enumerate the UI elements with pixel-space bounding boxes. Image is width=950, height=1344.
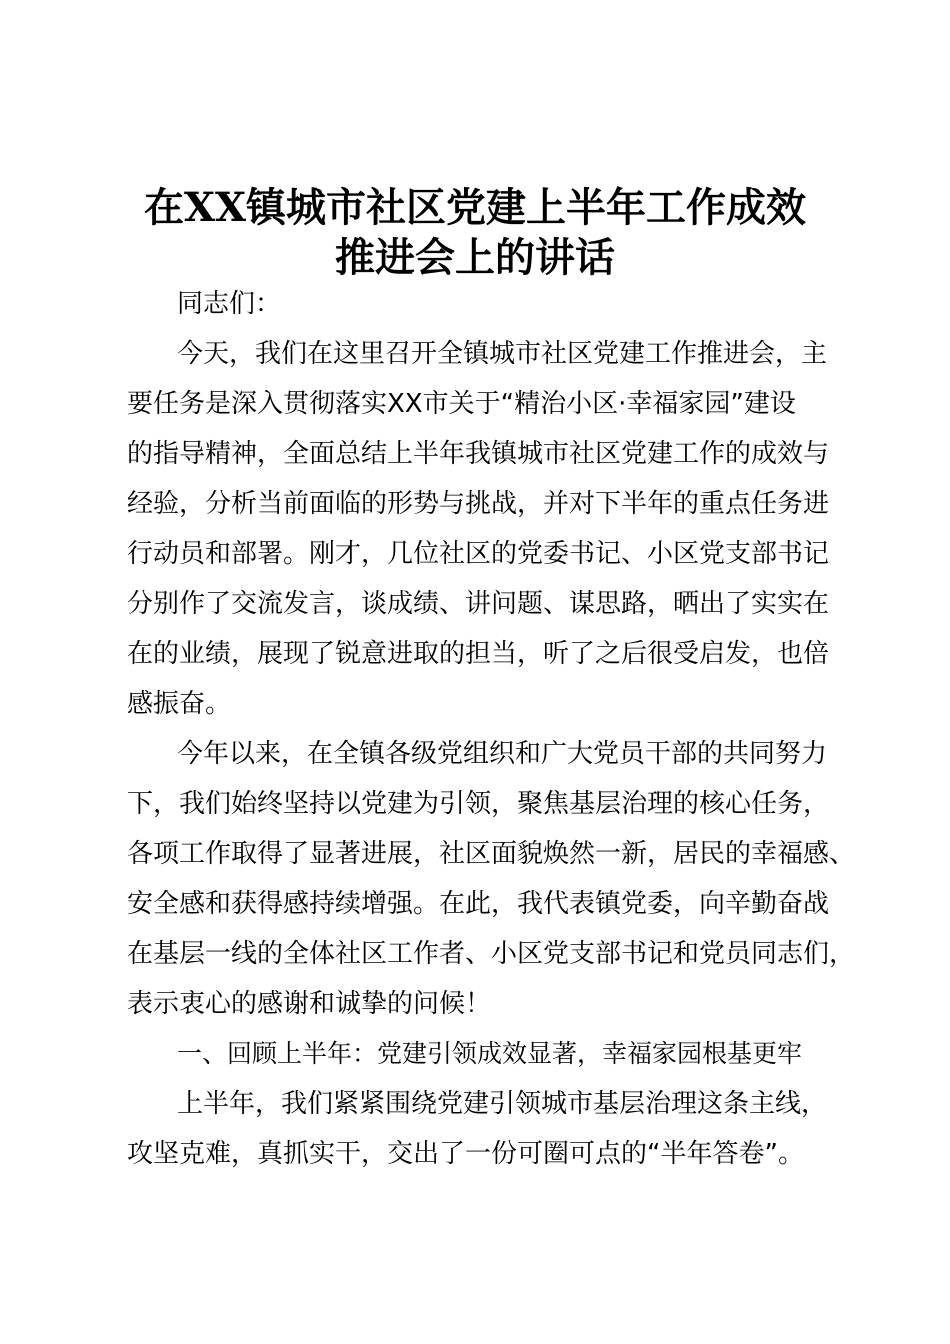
paragraph-line: 表示衷心的感谢和诚挚的问候！ xyxy=(127,989,492,1019)
paragraph-line: 今年以来，在全镇各级党组织和广大党员干部的共同努力 xyxy=(177,739,828,769)
paragraph-line: 今天，我们在这里召开全镇城市社区党建工作推进会，主 xyxy=(177,339,828,369)
paragraph-line: 要任务是深入贯彻落实XX市关于“精治小区·幸福家园”建设 xyxy=(127,389,796,419)
document-title-line-1: 在XX镇城市社区党建上半年工作成效 xyxy=(143,184,807,231)
paragraph-line: 分别作了交流发言，谈成绩、讲问题、谋思路，晒出了实实在 xyxy=(127,589,830,619)
paragraph-line: 行动员和部署。刚才，几位社区的党委书记、小区党支部书记 xyxy=(127,539,830,569)
paragraph-line: 下，我们始终坚持以党建为引领，聚焦基层治理的核心任务， xyxy=(127,789,830,819)
paragraph-line: 在的业绩，展现了锐意进取的担当，听了之后很受启发，也倍 xyxy=(127,639,830,669)
paragraph-line: 感振奋。 xyxy=(127,689,232,719)
paragraph-line: 上半年，我们紧紧围绕党建引领城市基层治理这条主线， xyxy=(177,1089,828,1119)
paragraph-line: 各项工作取得了显著进展，社区面貌焕然一新，居民的幸福感、 xyxy=(127,839,856,869)
section-heading: 一、回顾上半年：党建引领成效显著，幸福家园根基更牢 xyxy=(177,1039,803,1068)
paragraph-line: 经验，分析当前面临的形势与挑战，并对下半年的重点任务进 xyxy=(127,489,830,519)
salutation: 同志们： xyxy=(177,289,282,319)
document-title-line-2: 推进会上的讲话 xyxy=(335,234,615,281)
paragraph-line: 在基层一线的全体社区工作者、小区党支部书记和党员同志们， xyxy=(127,939,856,969)
paragraph-line: 攻坚克难，真抓实干，交出了一份可圈可点的“半年答卷”。 xyxy=(127,1139,804,1169)
paragraph-line: 安全感和获得感持续增强。在此，我代表镇党委，向辛勤奋战 xyxy=(127,889,830,919)
paragraph-line: 的指导精神，全面总结上半年我镇城市社区党建工作的成效与 xyxy=(127,439,830,469)
